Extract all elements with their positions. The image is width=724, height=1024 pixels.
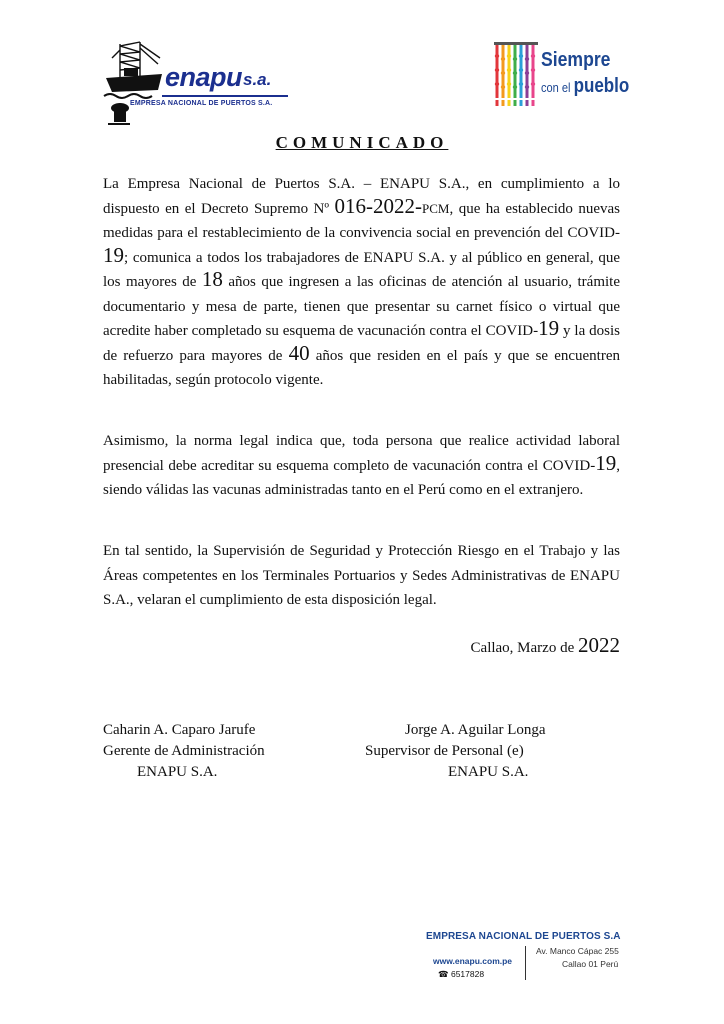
slogan-thread-knot [531,82,535,86]
slogan-thread-knot [525,85,529,89]
slogan-thread-knot [495,54,499,58]
footer-company: EMPRESA NACIONAL DE PUERTOS S.A [426,931,621,942]
page-title [0,133,724,153]
footer-website-link[interactable]: www.enapu.com.pe [433,956,513,966]
slogan-thread-knot [513,85,517,89]
slogan-thread-knot [531,54,535,58]
slogan-thread-knot [501,71,505,75]
slogan-thread-bar [494,42,538,45]
slogan-thread-knot [513,57,517,61]
paragraph-1: La Empresa Nacional de Puertos S.A. – ENAPU S.A., en cumplimiento a lo dispuesto en el Decreto Supremo Nº 016-2022-PCM, que ha establecido nuevas medidas para el restablecimiento de la convivencia social en prevención del COVID-19; comunica a todos los trabajadores de ENAPU S.A. y al público en general, que los mayores de 18 años que ingresen a las oficinas de atención al usuario, trámite documentario y mesa de parte, tienen que presentar su carnet físico o virtual que acredite haber completado su esquema de vacunación contra el COVID-19 y la dosis de refuerzo para mayores de 40 años que residen en el país y que se encuentren habilitadas, según protocolo vigente. [103,176,620,388]
slogan-thread-knot [525,71,529,75]
slogan-thread-knot [519,54,523,58]
paragraph-3: En tal sentido, la Supervisión de Seguridad y Protección Riesgo en el Trabajo y las Áreas competentes en los Terminales Portuarios y Sedes Administrativas de ENAPU S.A., velaran el cumplimiento de esta disposición legal. [103,543,620,608]
date-line: Callao, Marzo de 2022 [470,633,620,657]
signatory-role: Supervisor de Personal (e) [365,743,524,759]
slogan-thread-knot [525,57,529,61]
signature-block-right [365,720,546,783]
title-text: COMUNICADO [275,133,449,152]
slogan-thread-knot [519,68,523,72]
slogan-thread-knot [507,68,511,72]
slogan-thread-knot [501,57,505,61]
slogan-line-2: con el pueblo [541,75,630,97]
footer-divider [525,946,526,980]
paragraph-2: Asimismo, la norma legal indica que, toda persona que realice actividad laboral presencial debe acreditar su esquema completo de vacunación contra el COVID-19, siendo válidas las vacunas administradas tanto en el Perú como en el extranjero. [103,433,620,498]
signatory-name: Caharin A. Caparo Jarufe [103,722,256,738]
footer-phone: ☎ 6517828 [438,969,485,979]
slogan-thread-knot [531,68,535,72]
slogan-thread-knot [507,82,511,86]
signatory-role: Gerente de Administración [103,743,265,759]
phone-icon: ☎ [438,969,449,979]
slogan-thread-knot [501,85,505,89]
footer-address-line-2: Callao 01 Perú [562,959,619,969]
footer-address-line-1: Av. Manco Cápac 255 [536,946,619,956]
slogan-thread-knot [519,82,523,86]
slogan-thread-knot [495,68,499,72]
slogan-thread-knot [507,54,511,58]
enapu-logo-suffix: s.a. [243,70,272,89]
signatory-org: ENAPU S.A. [137,764,218,780]
slogan-line-1: Siempre [541,49,611,71]
slogan-thread-knot [495,82,499,86]
enapu-logo-word: enapu [165,62,243,92]
signature-block-left [103,720,265,783]
slogan-thread-knot [513,71,517,75]
signatory-org: ENAPU S.A. [448,764,529,780]
signatory-name: Jorge A. Aguilar Longa [405,722,546,738]
enapu-logo-subtitle: EMPRESA NACIONAL DE PUERTOS S.A. [130,100,273,107]
